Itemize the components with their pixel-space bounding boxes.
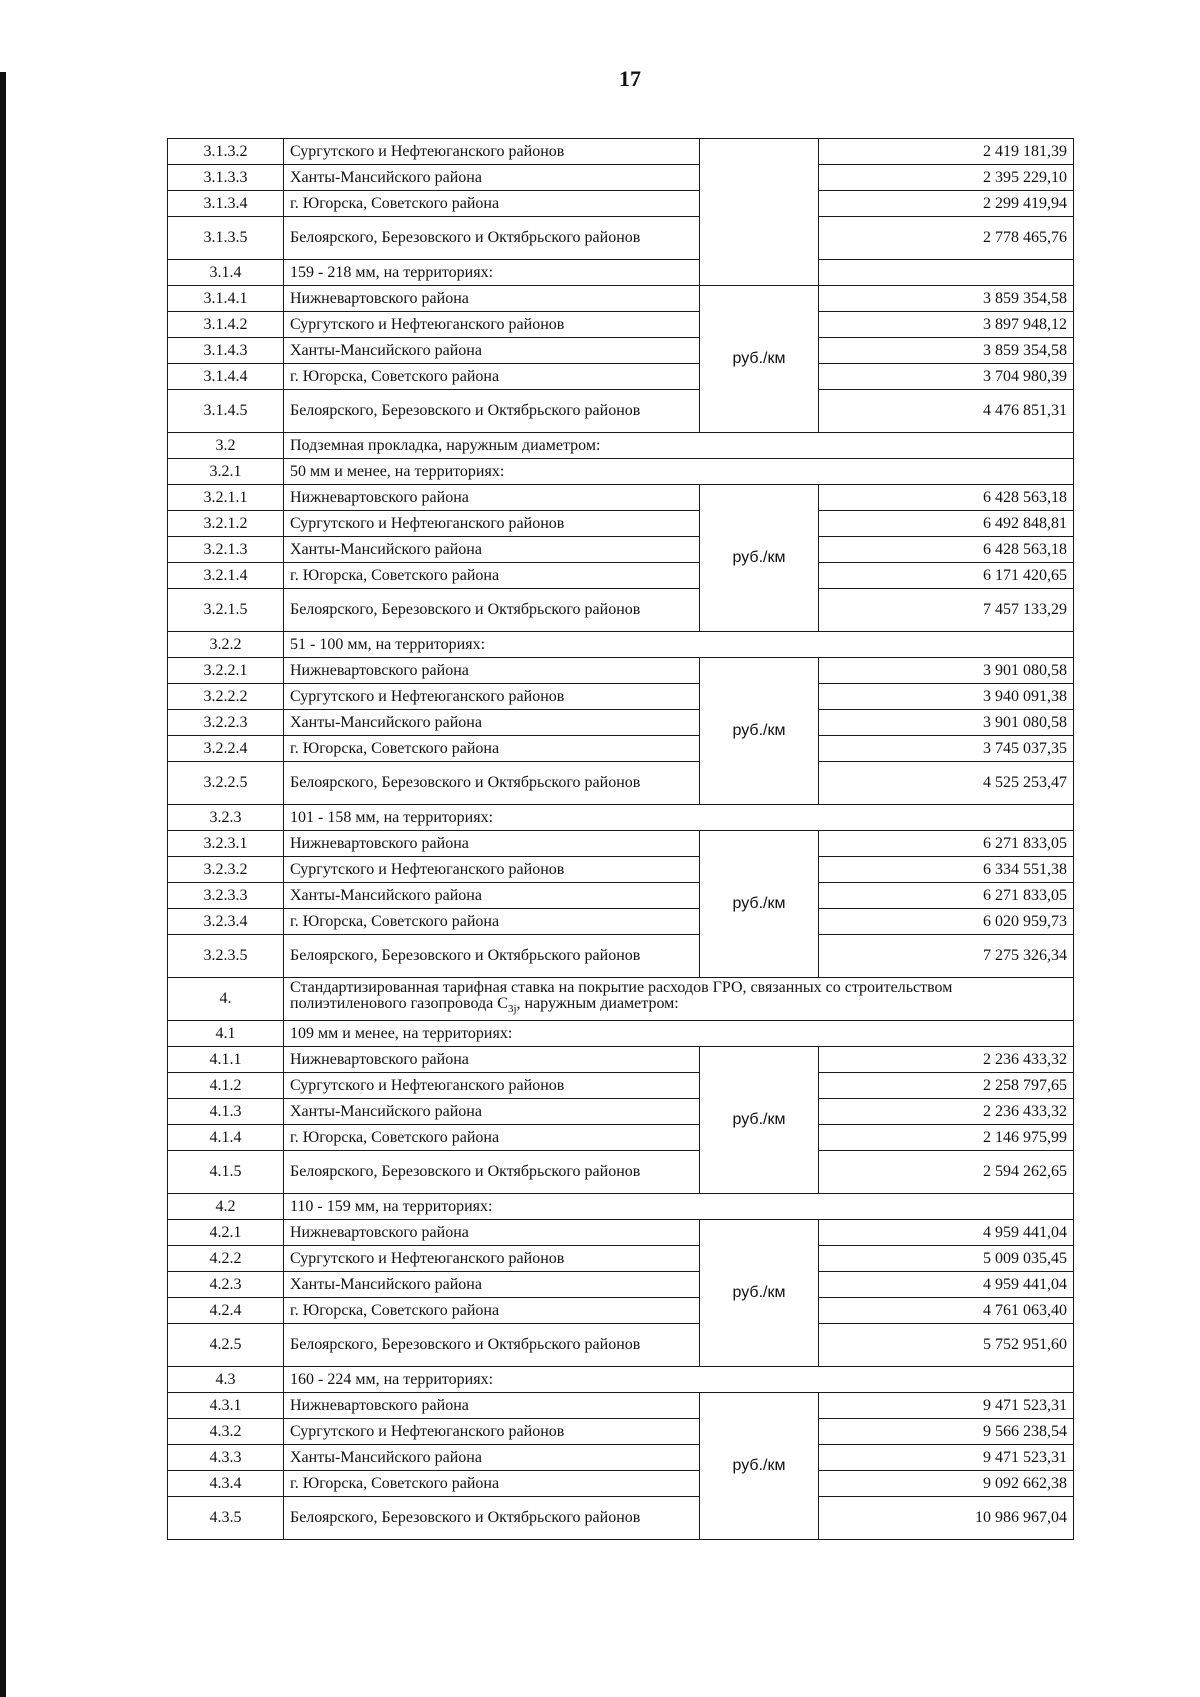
table-row: [168, 883, 1074, 909]
row-territory: г. Югорска, Советского района: [284, 563, 700, 589]
group-title: Подземная прокладка, наружным диаметром:: [284, 433, 1074, 459]
row-territory: г. Югорска, Советского района: [284, 1298, 700, 1324]
table-row: [168, 1125, 1074, 1151]
row-rate-value: 3 745 037,35: [819, 736, 1074, 762]
row-rate-value: 2 146 975,99: [819, 1125, 1074, 1151]
row-rate-value: 3 901 080,58: [819, 658, 1074, 684]
row-rate-value: 5 009 035,45: [819, 1246, 1074, 1272]
row-rate-value: 2 419 181,39: [819, 139, 1074, 165]
row-code: 4.2.4: [168, 1298, 284, 1324]
group-title: 110 - 159 мм, на территориях:: [284, 1194, 1074, 1220]
table-row: [168, 511, 1074, 537]
row-territory: Белоярского, Березовского и Октябрьского районов: [284, 1497, 700, 1540]
row-code: 3.2.2.2: [168, 684, 284, 710]
row-code: 3.1.4.3: [168, 338, 284, 364]
row-code: 3.2.3.5: [168, 935, 284, 978]
row-rate-value: 4 525 253,47: [819, 762, 1074, 805]
row-code: 3.1.4.5: [168, 390, 284, 433]
row-code: 3.2.2.5: [168, 762, 284, 805]
row-code: 4.1.3: [168, 1099, 284, 1125]
row-territory: Сургутского и Нефтеюганского районов: [284, 511, 700, 537]
section-title: [284, 978, 1074, 1021]
group-header-row: [168, 1367, 1074, 1393]
row-territory: Сургутского и Нефтеюганского районов: [284, 139, 700, 165]
page-number: 17: [619, 66, 641, 91]
row-territory: Ханты-Мансийского района: [284, 338, 700, 364]
row-territory: Ханты-Мансийского района: [284, 1272, 700, 1298]
row-code: 3.2.1.2: [168, 511, 284, 537]
table-row: [168, 658, 1074, 684]
row-unit: руб./км: [700, 485, 819, 632]
row-territory: Нижневартовского района: [284, 1393, 700, 1419]
row-territory: Белоярского, Березовского и Октябрьского районов: [284, 1151, 700, 1194]
tariff-table: [167, 138, 1074, 1540]
row-territory: г. Югорска, Советского района: [284, 1471, 700, 1497]
group-title: 109 мм и менее, на территориях:: [284, 1021, 1074, 1047]
table-row: [168, 1324, 1074, 1367]
row-territory: Нижневартовского района: [284, 485, 700, 511]
group-header-row: [168, 805, 1074, 831]
row-territory: г. Югорска, Советского района: [284, 191, 700, 217]
row-territory: Белоярского, Березовского и Октябрьского районов: [284, 589, 700, 632]
row-rate-value: 9 471 523,31: [819, 1445, 1074, 1471]
row-rate-value: 3 901 080,58: [819, 710, 1074, 736]
row-code: 4.2.2: [168, 1246, 284, 1272]
group-header-row: [168, 459, 1074, 485]
row-rate-value: 2 236 433,32: [819, 1099, 1074, 1125]
row-territory: Сургутского и Нефтеюганского районов: [284, 857, 700, 883]
row-code: 4.: [168, 978, 284, 1021]
row-rate-value: 4 959 441,04: [819, 1220, 1074, 1246]
row-territory: Ханты-Мансийского района: [284, 1099, 700, 1125]
row-rate-value: 6 428 563,18: [819, 537, 1074, 563]
group-header-row: [168, 632, 1074, 658]
row-territory: Сургутского и Нефтеюганского районов: [284, 1246, 700, 1272]
table-row: [168, 1445, 1074, 1471]
row-code: 4.2.1: [168, 1220, 284, 1246]
row-rate-value: 6 271 833,05: [819, 883, 1074, 909]
row-unit: руб./км: [700, 1220, 819, 1367]
row-territory: Ханты-Мансийского района: [284, 710, 700, 736]
row-rate-value: 2 258 797,65: [819, 1073, 1074, 1099]
row-rate-value: 10 986 967,04: [819, 1497, 1074, 1540]
table-row: [168, 909, 1074, 935]
row-code: 4.3: [168, 1367, 284, 1393]
row-territory: Белоярского, Березовского и Октябрьского районов: [284, 1324, 700, 1367]
section-row: [168, 978, 1074, 1021]
table-row: [168, 165, 1074, 191]
group-header-row: [168, 1021, 1074, 1047]
row-code: 4.2.3: [168, 1272, 284, 1298]
group-title: 50 мм и менее, на территориях:: [284, 459, 1074, 485]
group-title: 160 - 224 мм, на территориях:: [284, 1367, 1074, 1393]
row-code: 3.1.4.1: [168, 286, 284, 312]
row-rate-value: 3 859 354,58: [819, 286, 1074, 312]
row-territory: Сургутского и Нефтеюганского районов: [284, 312, 700, 338]
row-rate-value: 2 299 419,94: [819, 191, 1074, 217]
row-unit: руб./км: [700, 831, 819, 978]
row-territory: Белоярского, Березовского и Октябрьского районов: [284, 935, 700, 978]
row-code: 4.1.5: [168, 1151, 284, 1194]
table-row: [168, 1073, 1074, 1099]
row-territory: Нижневартовского района: [284, 831, 700, 857]
row-code: 3.1.3.2: [168, 139, 284, 165]
row-code: 3.1.4.2: [168, 312, 284, 338]
row-rate-value: 9 566 238,54: [819, 1419, 1074, 1445]
row-territory: Сургутского и Нефтеюганского районов: [284, 1419, 700, 1445]
table-row: [168, 1220, 1074, 1246]
table-row: [168, 1272, 1074, 1298]
row-territory: г. Югорска, Советского района: [284, 364, 700, 390]
row-code: 4.3.5: [168, 1497, 284, 1540]
row-code: 3.2.3.4: [168, 909, 284, 935]
table-row: [168, 1151, 1074, 1194]
row-rate-value: 6 428 563,18: [819, 485, 1074, 511]
scan-edge-mark: [0, 72, 6, 1697]
row-rate-value: 4 476 851,31: [819, 390, 1074, 433]
table-row: [168, 1047, 1074, 1073]
row-code: 3.1.4.4: [168, 364, 284, 390]
table-row: [168, 684, 1074, 710]
row-rate-value: 2 778 465,76: [819, 217, 1074, 260]
table-row: [168, 338, 1074, 364]
row-rate-value: 5 752 951,60: [819, 1324, 1074, 1367]
row-rate-value: 3 940 091,38: [819, 684, 1074, 710]
group-title: 51 - 100 мм, на территориях:: [284, 632, 1074, 658]
row-code: 3.2.1.5: [168, 589, 284, 632]
table-row: [168, 1419, 1074, 1445]
row-rate-value: 9 092 662,38: [819, 1471, 1074, 1497]
table-row: [168, 831, 1074, 857]
row-territory: Сургутского и Нефтеюганского районов: [284, 1073, 700, 1099]
row-rate-value: 6 171 420,65: [819, 563, 1074, 589]
row-code: 4.1.2: [168, 1073, 284, 1099]
table-row: [168, 364, 1074, 390]
table-row: [168, 312, 1074, 338]
table-row: [168, 589, 1074, 632]
row-code: 3.2.1: [168, 459, 284, 485]
row-code: 3.1.4: [168, 260, 284, 286]
row-code: 3.2.2.1: [168, 658, 284, 684]
table-row: [168, 935, 1074, 978]
row-rate-value: 4 959 441,04: [819, 1272, 1074, 1298]
row-code: 4.2: [168, 1194, 284, 1220]
row-rate-value: 3 897 948,12: [819, 312, 1074, 338]
table-row: [168, 762, 1074, 805]
row-territory: Нижневартовского района: [284, 286, 700, 312]
row-code: 3.2.1.1: [168, 485, 284, 511]
row-territory: г. Югорска, Советского района: [284, 909, 700, 935]
row-rate-value: 6 334 551,38: [819, 857, 1074, 883]
row-territory: Нижневартовского района: [284, 1220, 700, 1246]
row-code: 3.2.1.4: [168, 563, 284, 589]
table-row: [168, 390, 1074, 433]
row-rate-value: 9 471 523,31: [819, 1393, 1074, 1419]
table-row: [168, 1099, 1074, 1125]
row-code: 4.1: [168, 1021, 284, 1047]
row-code: 3.2.3.2: [168, 857, 284, 883]
row-rate-value: 4 761 063,40: [819, 1298, 1074, 1324]
table-row: [168, 217, 1074, 260]
row-territory: г. Югорска, Советского района: [284, 1125, 700, 1151]
table-row: [168, 191, 1074, 217]
row-rate-value: 6 492 848,81: [819, 511, 1074, 537]
row-rate-value: 2 236 433,32: [819, 1047, 1074, 1073]
section-title-text: Стандартизированная тарифная ставка на покрытие расходов ГРО, связанных со строительством полиэтиленового газопровода C: [290, 979, 953, 1013]
row-territory: Белоярского, Березовского и Октябрьского районов: [284, 762, 700, 805]
table-row: [168, 1497, 1074, 1540]
row-code: 4.3.3: [168, 1445, 284, 1471]
row-code: 3.2.1.3: [168, 537, 284, 563]
tariff-table-body: [168, 139, 1074, 1540]
row-code: 3.1.3.4: [168, 191, 284, 217]
row-territory: Ханты-Мансийского района: [284, 165, 700, 191]
row-rate-value: 3 704 980,39: [819, 364, 1074, 390]
section-title-tail: , наружным диаметром:: [516, 995, 679, 1013]
row-code: 4.1.4: [168, 1125, 284, 1151]
row-unit: руб./км: [700, 1393, 819, 1540]
section-title-subscript: 3j: [507, 1003, 517, 1016]
row-territory: Сургутского и Нефтеюганского районов: [284, 684, 700, 710]
row-code: 4.1.1: [168, 1047, 284, 1073]
row-territory: Нижневартовского района: [284, 1047, 700, 1073]
group-header-row: [168, 260, 1074, 286]
row-rate-value: 6 020 959,73: [819, 909, 1074, 935]
row-code: 3.2.2.3: [168, 710, 284, 736]
table-row: [168, 537, 1074, 563]
group-title: 101 - 158 мм, на территориях:: [284, 805, 1074, 831]
row-code: 4.3.2: [168, 1419, 284, 1445]
table-row: [168, 485, 1074, 511]
table-row: [168, 710, 1074, 736]
row-rate-value: 6 271 833,05: [819, 831, 1074, 857]
table-row: [168, 1393, 1074, 1419]
table-row: [168, 857, 1074, 883]
row-unit: руб./км: [700, 1047, 819, 1194]
table-row: [168, 736, 1074, 762]
row-code: 3.1.3.3: [168, 165, 284, 191]
table-row: [168, 286, 1074, 312]
row-code: 3.1.3.5: [168, 217, 284, 260]
row-code: 3.2: [168, 433, 284, 459]
row-rate-value: 7 457 133,29: [819, 589, 1074, 632]
row-code: 4.3.1: [168, 1393, 284, 1419]
row-unit: руб./км: [700, 658, 819, 805]
row-territory: Ханты-Мансийского района: [284, 1445, 700, 1471]
table-row: [168, 1298, 1074, 1324]
row-code: 4.2.5: [168, 1324, 284, 1367]
row-rate-value: 2 395 229,10: [819, 165, 1074, 191]
row-code: 3.2.2: [168, 632, 284, 658]
row-rate-value: 7 275 326,34: [819, 935, 1074, 978]
table-row: [168, 1246, 1074, 1272]
row-territory: Белоярского, Березовского и Октябрьского районов: [284, 217, 700, 260]
group-header-row: [168, 433, 1074, 459]
row-territory: г. Югорска, Советского района: [284, 736, 700, 762]
row-unit: руб./км: [700, 286, 819, 433]
table-row: [168, 1471, 1074, 1497]
table-row: [168, 139, 1074, 165]
row-code: 3.2.2.4: [168, 736, 284, 762]
row-code: 3.2.3: [168, 805, 284, 831]
row-territory: Белоярского, Березовского и Октябрьского районов: [284, 390, 700, 433]
group-header-row: [168, 1194, 1074, 1220]
row-rate-value: 3 859 354,58: [819, 338, 1074, 364]
table-row: [168, 563, 1074, 589]
row-code: 3.2.3.1: [168, 831, 284, 857]
group-title: 159 - 218 мм, на территориях:: [284, 260, 1074, 286]
row-territory: Ханты-Мансийского района: [284, 883, 700, 909]
row-territory: Ханты-Мансийского района: [284, 537, 700, 563]
row-rate-value: 2 594 262,65: [819, 1151, 1074, 1194]
row-territory: Нижневартовского района: [284, 658, 700, 684]
row-code: 3.2.3.3: [168, 883, 284, 909]
row-code: 4.3.4: [168, 1471, 284, 1497]
